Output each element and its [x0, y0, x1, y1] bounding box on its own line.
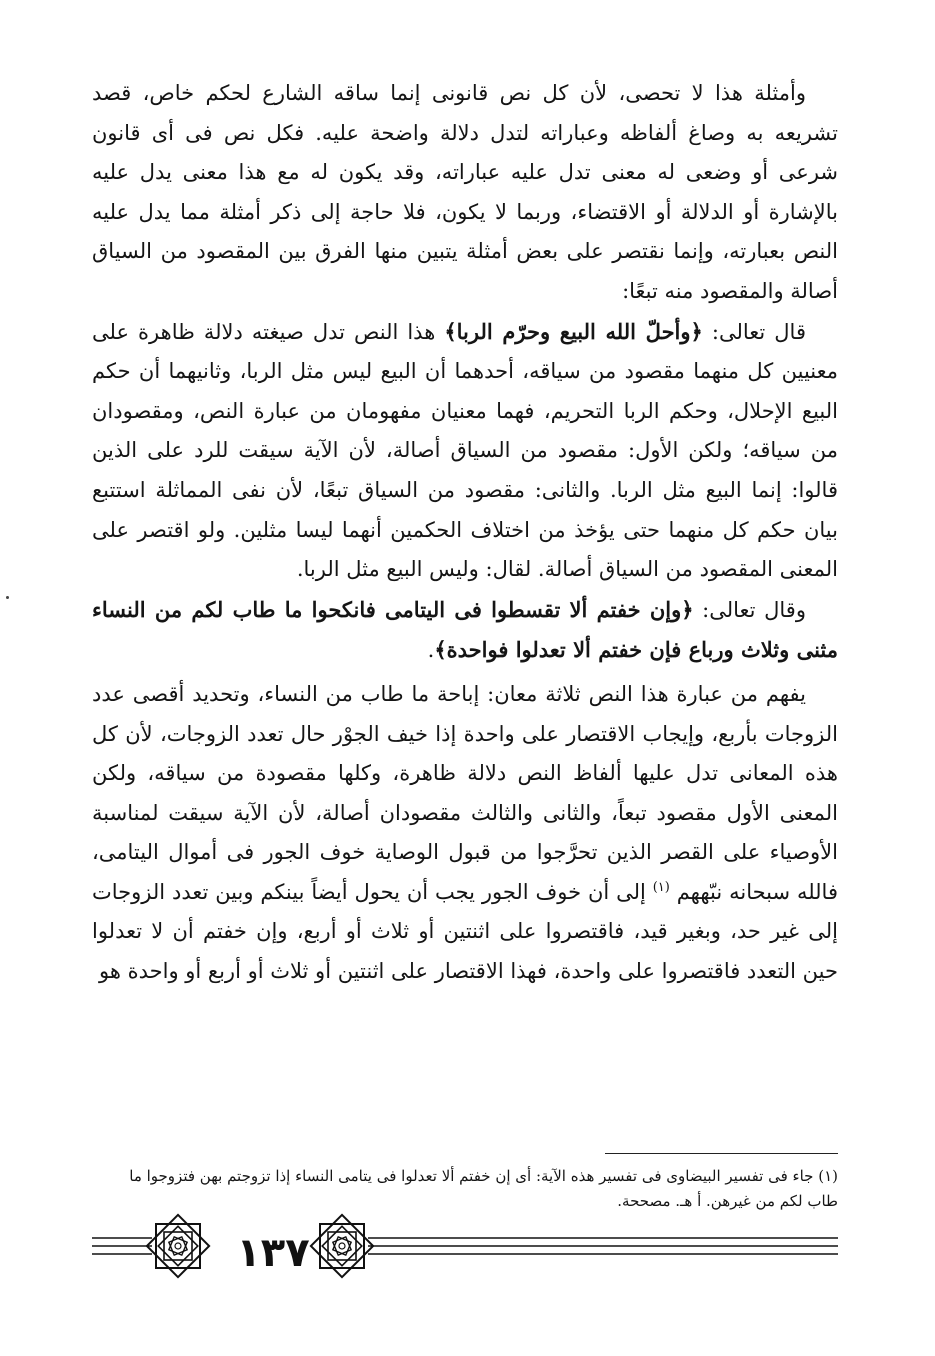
page-footer: [0, 1212, 935, 1302]
eight-point-star-knot-icon: [311, 1215, 373, 1277]
footnote: (١) جاء فى تفسير البيضاوى فى تفسير هذه الآية: أى إن خفتم ألا تعدلوا فى يتامى النساء إذا تزوجتم بهن فتزوجوا ما طاب لكم من غيرهن. أ هـ. مصححة.: [129, 1167, 838, 1210]
quran-verse-riba: ﴿وأحلّ الله البيع وحرّم الربا﴾: [444, 318, 703, 344]
riba-explanation: هذا النص تدل صيغته دلالة ظاهرة على معنيين كل منهما مقصود من سياقه، أحدهما أن البيع ليس مثل الربا، وثانيهما أن حكم البيع الإحلال، وحكم الربا التحريم، فهما معنيان مفهومان من عبارة النص، ومقصودان من سياقه؛ ولكن الأول: مقصود من السياق أصالة، لأن الآية سيقت للرد على الذين قالوا: إنما البيع مثل الربا. والثانى: مقصود من السياق تبعًا، لأن نفى المماثلة استتبع بيان حكم كل منهما حتى يؤخذ من اختلاف الحكمين أنهما ليسا مثلين. ولو اقتصر على المعنى المقصود من السياق أصالة. لقال: وليس البيع مثل الربا.: [92, 319, 838, 582]
paragraph-polygamy-meanings: [92, 675, 838, 992]
scan-speck: [6, 596, 9, 599]
paragraph-examples: وأمثلة هذا لا تحصى، لأن كل نص قانونى إنما ساقه الشارع لحكم خاص، قصد تشريعه به وصاغ ألفاظه وعباراته لتدل دلالة واضحة عليه. فكل نص فى أى قانون شرعى أو وضعى له معنى تدل عليه عباراته، وقد يكون له مع هذا معنى يدل عليه بالإشارة أو الدلالة أو الاقتضاء، وربما لا يكون، فلا حاجة إلى ذكر أمثلة مما يدل عليه النص بعبارته، وإنما نقتصر على بعض أمثلة يتبين منها الفرق بين المقصود من السياق أصالة والمقصود منه تبعًا:: [92, 81, 839, 303]
verse-intro: وقال تعالى:: [693, 597, 806, 622]
eight-point-star-knot-icon: [147, 1215, 209, 1277]
meanings-text-a: يفهم من عبارة هذا النص ثلاثة معان: إباحة ما طاب من النساء، وتحديد أقصى عدد الزوجات بأربع، وإيجاب الاقتصار على واحدة إذا خيف الجوْر حال تعدد الزوجات، لأن كل هذه المعانى تدل عليها ألفاظ النص دلالة ظاهرة، وكلها مقصودة من سياقه، ولكن المعنى الأول مقصود تبعاً، والثانى والثالث مقصودان أصالة، لأن الآية سيقت لمناسبة الأوصياء على القصر الذين تحرَّجوا من قبول الوصاية خوف الجور فى أموال اليتامى، فالله سبحانه نبّههم: [92, 681, 838, 904]
footer-ornament: [0, 1212, 935, 1302]
footnote-separator: [605, 1153, 838, 1154]
quran-verse-orphans: ﴿وإن خفتم ألا تقسطوا فى اليتامى فانكحوا ما طاب لكم من النساء مثنى وثلاث ورباع فإن خفتم ألا تعدلوا فواحدة﴾: [92, 596, 838, 663]
verse-end-punct: .: [427, 638, 435, 663]
paragraph-orphans-verse: [92, 590, 838, 671]
page-body: [92, 74, 838, 992]
footnote-marker[interactable]: (١): [652, 879, 670, 895]
page-number: ١٣٧: [236, 1230, 310, 1276]
meanings-text-b: إلى أن خوف الجور يجب أن يحول أيضاً بينكم وبين تعدد الزوجات إلى غير حد، وبغير قيد، فاقتصروا على اثنتين أو ثلاث أو أربع، وإن خفتم أن لا تعدلوا حين التعدد فاقتصروا على واحدة، فهذا الاقتصار على اثنتين أو ثلاث أو أربع أو واحدة هو: [92, 879, 838, 984]
verse-intro: قال تعالى:: [702, 319, 806, 344]
paragraph-riba-verse: [92, 312, 838, 590]
